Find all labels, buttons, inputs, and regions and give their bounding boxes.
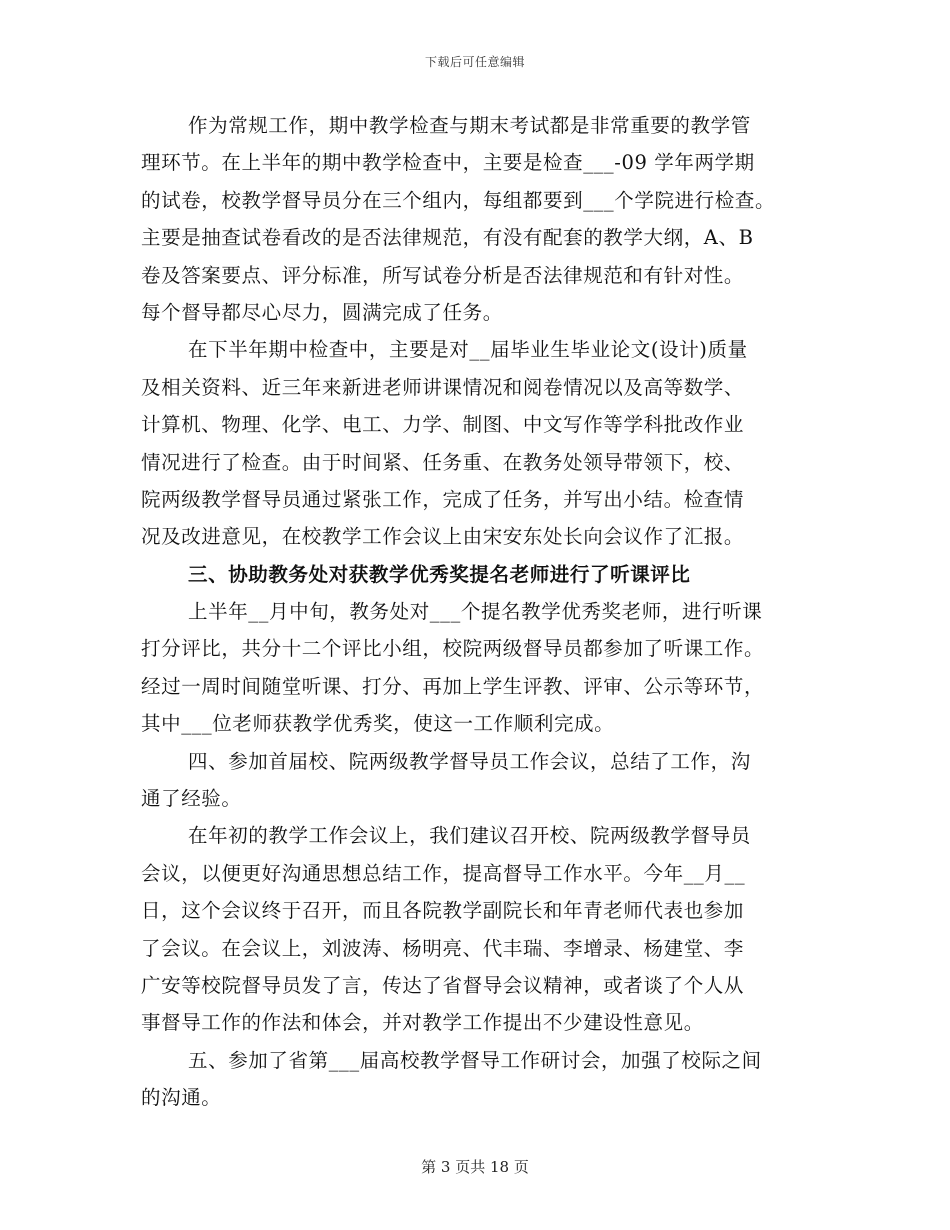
text-line: 计算机、物理、化学、电工、力学、制图、中文写作等学科批改作业 xyxy=(141,413,745,437)
text-line: 通了经验。 xyxy=(141,787,242,811)
text-line: 在下半年期中检查中，主要是对__届毕业生毕业论文(设计)质量 xyxy=(188,338,748,362)
text-line: 五、参加了省第___届高校教学督导工作研讨会，加强了校际之间 xyxy=(188,1048,762,1072)
text-line: 其中___位老师获教学优秀奖，使这一工作顺利完成。 xyxy=(141,712,615,736)
text-line: 及相关资料、近三年来新进老师讲课情况和阅卷情况以及高等数学、 xyxy=(141,375,745,399)
text-line: 了会议。在会议上，刘波涛、杨明亮、代丰瑞、李增录、杨建堂、李 xyxy=(141,936,745,960)
text-line: 卷及答案要点、评分标准，所写试卷分析是否法律规范和有针对性。 xyxy=(141,263,745,287)
text-line: 经过一周时间随堂听课、打分、再加上学生评教、评审、公示等环节， xyxy=(141,674,765,698)
text-line: 况及改进意见，在校教学工作会议上由宋安东处长向会议作了汇报。 xyxy=(141,525,745,549)
text-line: 事督导工作的作法和体会，并对教学工作提出不少建设性意见。 xyxy=(141,1011,704,1035)
text-line: 理环节。在上半年的期中教学检查中，主要是检查___-09 学年两学期 xyxy=(141,151,755,175)
page-number: 第 3 页共 18 页 xyxy=(421,1158,529,1176)
text-line: 在年初的教学工作会议上，我们建议召开校、院两级教学督导员 xyxy=(188,824,751,848)
text-line: 主要是抽查试卷看改的是否法律规范，有没有配套的教学大纲，A、B xyxy=(141,226,754,250)
text-line: 每个督导都尽心尽力，圆满完成了任务。 xyxy=(141,300,503,324)
text-line: 的沟通。 xyxy=(141,1086,222,1110)
text-line: 打分评比，共分十二个评比小组，校院两级督导员都参加了听课工作。 xyxy=(141,637,765,661)
text-line: 日，这个会议终于召开，而且各院教学副院长和年青老师代表也参加 xyxy=(141,899,745,923)
text-line: 院两级教学督导员通过紧张工作，完成了任务，并写出小结。检查情 xyxy=(141,487,745,511)
page-header: 下载后可任意编辑 xyxy=(424,55,525,69)
text-line: 四、参加首届校、院两级教学督导员工作会议，总结了工作，沟 xyxy=(188,749,751,773)
document-body xyxy=(141,107,821,1117)
text-line: 广安等校院督导员发了言，传达了省督导会议精神，或者谈了个人从 xyxy=(141,973,745,997)
section-heading: 三、协助教务处对获教学优秀奖提名老师进行了听课评比 xyxy=(188,562,691,586)
text-line: 会议，以便更好沟通思想总结工作，提高督导工作水平。今年__月__ xyxy=(141,861,746,885)
text-line: 情况进行了检查。由于时间紧、任务重、在教务处领导带领下，校、 xyxy=(141,450,745,474)
text-line: 的试卷，校教学督导员分在三个组内，每组都要到___个学院进行检查。 xyxy=(141,188,776,212)
text-line: 上半年__月中旬，教务处对___个提名教学优秀奖老师，进行听课 xyxy=(188,600,763,624)
text-line: 作为常规工作，期中教学检查与期末考试都是非常重要的教学管 xyxy=(188,114,751,137)
